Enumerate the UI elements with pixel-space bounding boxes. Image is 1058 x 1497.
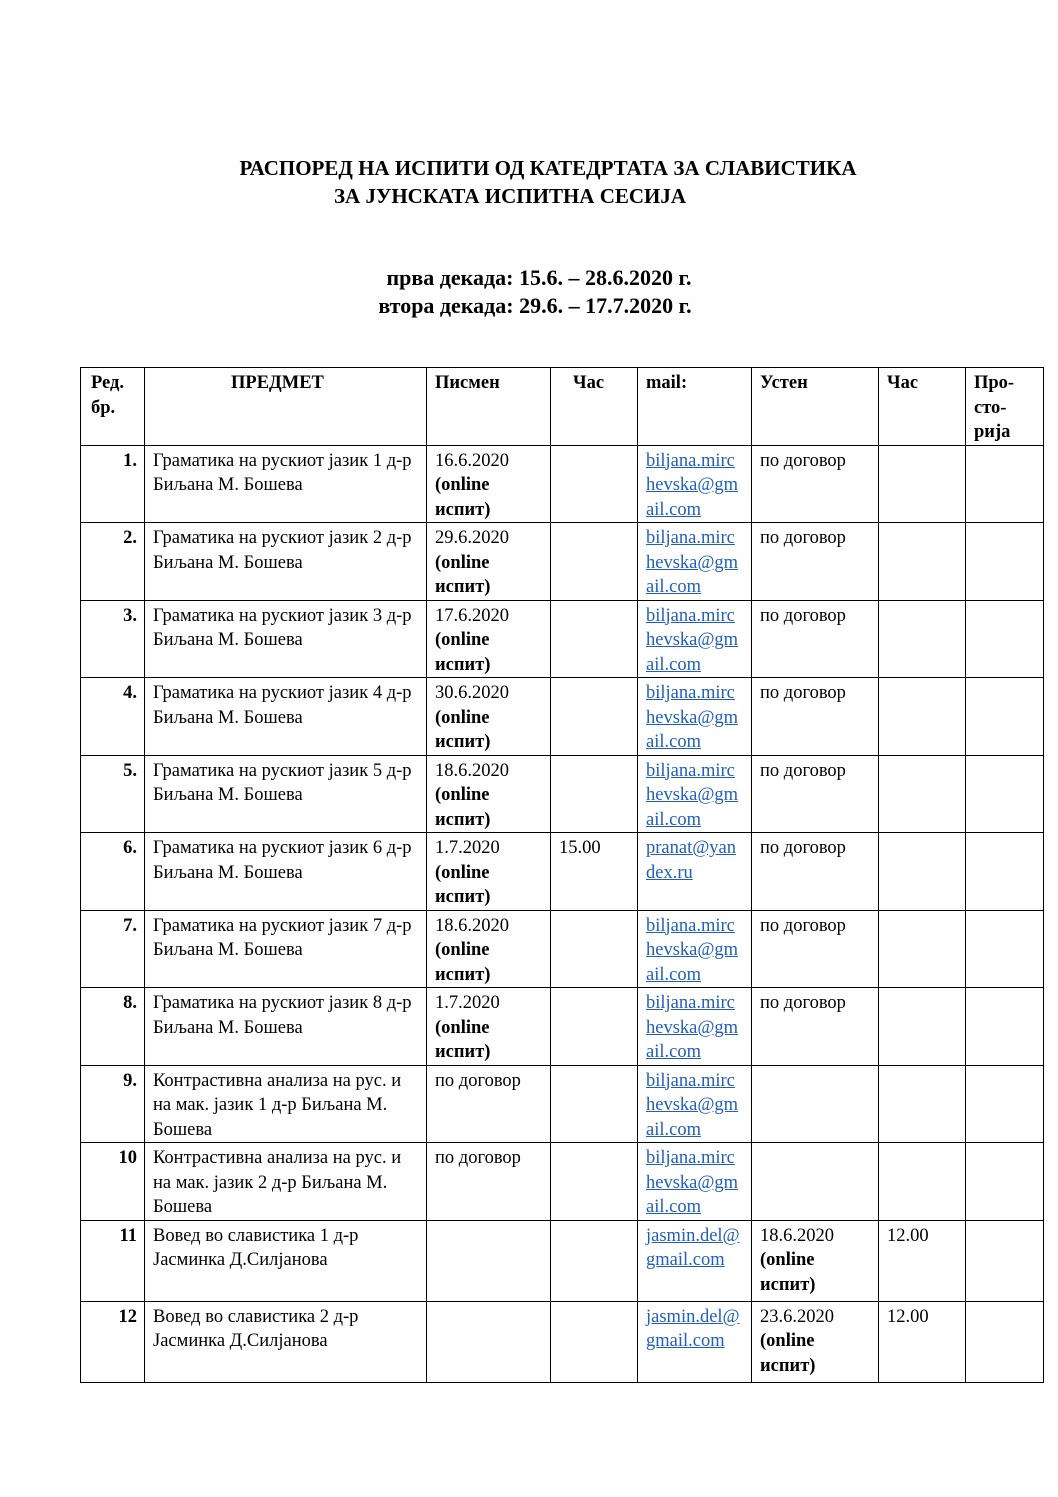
subject-cell: Контрастивна анализа на рус. и на мак. јазик 2 д-р Биљана М. Бошева xyxy=(145,1143,427,1221)
room-cell xyxy=(966,523,1044,601)
written-exam-cell xyxy=(427,1143,551,1221)
written-exam-cell xyxy=(427,910,551,988)
written-date: 1.7.2020 xyxy=(435,993,500,1013)
header-subject: ПРЕДМЕТ xyxy=(145,368,427,446)
row-number: 3. xyxy=(81,600,145,678)
row-number: 7. xyxy=(81,910,145,988)
mail-cell xyxy=(638,523,752,601)
subject-cell: Граматика на рускиот јазик 6 д-р Биљана М. Бошева xyxy=(145,833,427,911)
room-cell xyxy=(966,1220,1044,1301)
written-time-cell xyxy=(551,600,638,678)
document-title-line1: РАСПОРЕД НА ИСПИТИ ОД КАТЕДРТАТА ЗА СЛАВИСТИКА xyxy=(239,156,857,180)
written-exam-cell xyxy=(427,523,551,601)
oral-note: (online испит) xyxy=(760,1250,816,1295)
room-cell xyxy=(966,755,1044,833)
oral-exam-cell xyxy=(752,523,879,601)
header-written: Писмен xyxy=(427,368,551,446)
email-link[interactable]: biljana.mirchevska@gmail.com xyxy=(646,528,739,597)
written-exam-cell xyxy=(427,833,551,911)
written-exam-cell xyxy=(427,1220,551,1301)
table-row xyxy=(81,1143,1044,1221)
written-time-cell xyxy=(551,445,638,523)
written-note: (online испит) xyxy=(435,1017,491,1062)
document-title-line2: ЗА ЈУНСКАТА ИСПИТНА СЕСИЈА xyxy=(333,184,687,208)
mail-cell xyxy=(638,910,752,988)
row-number: 8. xyxy=(81,988,145,1066)
row-number: 12 xyxy=(81,1301,145,1382)
row-number: 10 xyxy=(81,1143,145,1221)
oral-time-cell xyxy=(879,988,966,1066)
oral-date: по договор xyxy=(760,450,846,471)
table-row xyxy=(81,1065,1044,1143)
written-exam-cell xyxy=(427,678,551,756)
mail-cell xyxy=(638,833,752,911)
written-note: (online испит) xyxy=(435,630,491,675)
room-cell xyxy=(966,988,1044,1066)
row-number: 4. xyxy=(81,678,145,756)
written-exam-cell xyxy=(427,1065,551,1143)
oral-time-cell xyxy=(879,1143,966,1221)
written-note: (online испит) xyxy=(435,785,491,830)
written-date: 1.7.2020 xyxy=(435,838,500,858)
written-time-cell xyxy=(551,523,638,601)
written-date: по договор xyxy=(435,1070,521,1091)
written-date: 18.6.2020 xyxy=(435,915,509,936)
oral-exam-cell xyxy=(752,1143,879,1221)
room-cell xyxy=(966,600,1044,678)
subject-cell: Граматика на рускиот јазик 1 д-р Биљана М. Бошева xyxy=(145,445,427,523)
written-note: (online испит) xyxy=(435,552,491,597)
oral-time-cell xyxy=(879,445,966,523)
written-time-cell xyxy=(551,1301,638,1382)
table-row xyxy=(81,678,1044,756)
oral-exam-cell xyxy=(752,678,879,756)
subject-cell: Контрастивна анализа на рус. и на мак. јазик 1 д-р Биљана М. Бошева xyxy=(145,1065,427,1143)
email-link[interactable]: biljana.mirchevska@gmail.com xyxy=(646,993,739,1062)
oral-exam-cell xyxy=(752,1220,879,1301)
oral-date: по договор xyxy=(760,993,846,1013)
email-link[interactable]: biljana.mirchevska@gmail.com xyxy=(646,605,739,675)
email-link[interactable]: jasmin.del@gmail.com xyxy=(646,1306,740,1351)
table-header-row xyxy=(81,368,1044,446)
table-row xyxy=(81,523,1044,601)
header-oral-time: Час xyxy=(879,368,966,446)
oral-time-cell xyxy=(879,523,966,601)
written-time-cell: 15.00 xyxy=(551,833,638,911)
email-link[interactable]: jasmin.del@gmail.com xyxy=(646,1225,740,1270)
oral-note: (online испит) xyxy=(760,1331,816,1376)
written-note: (online испит) xyxy=(435,707,491,752)
oral-time-cell: 12.00 xyxy=(879,1220,966,1301)
oral-time-cell xyxy=(879,833,966,911)
written-exam-cell xyxy=(427,755,551,833)
written-note: (online испит) xyxy=(435,940,491,985)
written-date: по договор xyxy=(435,1148,521,1168)
oral-date: по договор xyxy=(760,683,846,703)
row-number: 5. xyxy=(81,755,145,833)
written-date: 30.6.2020 xyxy=(435,683,509,703)
written-exam-cell xyxy=(427,600,551,678)
written-date: 16.6.2020 xyxy=(435,450,509,471)
oral-exam-cell xyxy=(752,445,879,523)
oral-date: 18.6.2020 xyxy=(760,1225,834,1246)
written-time-cell xyxy=(551,910,638,988)
written-date: 29.6.2020 xyxy=(435,528,509,548)
oral-exam-cell xyxy=(752,755,879,833)
row-number: 9. xyxy=(81,1065,145,1143)
written-time-cell xyxy=(551,1220,638,1301)
email-link[interactable]: pranat@yandex.ru xyxy=(646,838,736,883)
written-time-cell xyxy=(551,1065,638,1143)
oral-date: по договор xyxy=(760,605,846,626)
oral-date: по договор xyxy=(760,838,846,858)
table-row xyxy=(81,1220,1044,1301)
table-row xyxy=(81,1301,1044,1382)
email-link[interactable]: biljana.mirchevska@gmail.com xyxy=(646,683,739,752)
oral-exam-cell xyxy=(752,988,879,1066)
written-time-cell xyxy=(551,755,638,833)
row-number: 6. xyxy=(81,833,145,911)
mail-cell xyxy=(638,988,752,1066)
room-cell xyxy=(966,910,1044,988)
mail-cell xyxy=(638,1220,752,1301)
written-date: 17.6.2020 xyxy=(435,605,509,626)
subject-cell: Граматика на рускиот јазик 7 д-р Биљана М. Бошева xyxy=(145,910,427,988)
written-time-cell xyxy=(551,1143,638,1221)
row-number: 11 xyxy=(81,1220,145,1301)
written-exam-cell xyxy=(427,445,551,523)
exam-schedule-table xyxy=(80,367,1044,1383)
oral-time-cell xyxy=(879,755,966,833)
header-written-time: Час xyxy=(551,368,638,446)
email-link[interactable]: biljana.mirchevska@gmail.com xyxy=(646,760,739,830)
mail-cell xyxy=(638,445,752,523)
mail-cell xyxy=(638,1301,752,1382)
subject-cell: Граматика на рускиот јазик 8 д-р Биљана М. Бошева xyxy=(145,988,427,1066)
oral-exam-cell xyxy=(752,600,879,678)
oral-date: по договор xyxy=(760,760,846,781)
oral-exam-cell xyxy=(752,910,879,988)
mail-cell xyxy=(638,1065,752,1143)
table-row xyxy=(81,910,1044,988)
subject-cell: Вовед во славистика 1 д-р Јасминка Д.Силјанова xyxy=(145,1220,427,1301)
room-cell xyxy=(966,445,1044,523)
subject-cell: Вовед во славистика 2 д-р Јасминка Д.Силјанова xyxy=(145,1301,427,1382)
header-oral: Устен xyxy=(752,368,879,446)
oral-date: 23.6.2020 xyxy=(760,1306,834,1327)
oral-time-cell xyxy=(879,678,966,756)
mail-cell xyxy=(638,755,752,833)
header-mail: mail: xyxy=(638,368,752,446)
written-note: (online испит) xyxy=(435,862,491,907)
oral-date: по договор xyxy=(760,528,846,548)
room-cell xyxy=(966,1065,1044,1143)
oral-time-cell xyxy=(879,910,966,988)
written-exam-cell xyxy=(427,1301,551,1382)
oral-time-cell: 12.00 xyxy=(879,1301,966,1382)
mail-cell xyxy=(638,600,752,678)
table-row xyxy=(81,833,1044,911)
oral-time-cell xyxy=(879,600,966,678)
email-link[interactable]: biljana.mirchevska@gmail.com xyxy=(646,915,739,985)
room-cell xyxy=(966,833,1044,911)
subject-cell: Граматика на рускиот јазик 5 д-р Биљана М. Бошева xyxy=(145,755,427,833)
second-decade-dates: втора декада: 29.6. – 17.7.2020 г. xyxy=(378,293,692,318)
oral-exam-cell xyxy=(752,1301,879,1382)
table-row xyxy=(81,988,1044,1066)
written-time-cell xyxy=(551,678,638,756)
header-room: Про-сто-рија xyxy=(966,368,1044,446)
room-cell xyxy=(966,1301,1044,1382)
oral-time-cell xyxy=(879,1065,966,1143)
oral-exam-cell xyxy=(752,1065,879,1143)
subject-cell: Граматика на рускиот јазик 4 д-р Биљана М. Бошева xyxy=(145,678,427,756)
written-date: 18.6.2020 xyxy=(435,760,509,781)
room-cell xyxy=(966,1143,1044,1221)
mail-cell xyxy=(638,678,752,756)
written-time-cell xyxy=(551,988,638,1066)
first-decade-dates: прва декада: 15.6. – 28.6.2020 г. xyxy=(386,265,692,290)
table-row xyxy=(81,755,1044,833)
written-note: (online испит) xyxy=(435,475,491,520)
oral-date: по договор xyxy=(760,915,846,936)
table-row xyxy=(81,445,1044,523)
subject-cell: Граматика на рускиот јазик 2 д-р Биљана М. Бошева xyxy=(145,523,427,601)
subject-cell: Граматика на рускиот јазик 3 д-р Биљана М. Бошева xyxy=(145,600,427,678)
written-exam-cell xyxy=(427,988,551,1066)
mail-cell xyxy=(638,1143,752,1221)
room-cell xyxy=(966,678,1044,756)
row-number: 2. xyxy=(81,523,145,601)
row-number: 1. xyxy=(81,445,145,523)
table-row xyxy=(81,600,1044,678)
oral-exam-cell xyxy=(752,833,879,911)
email-link[interactable]: biljana.mirchevska@gmail.com xyxy=(646,1070,739,1140)
header-number: Ред. бр. xyxy=(81,368,145,446)
email-link[interactable]: biljana.mirchevska@gmail.com xyxy=(646,1148,739,1217)
email-link[interactable]: biljana.mirchevska@gmail.com xyxy=(646,450,739,520)
